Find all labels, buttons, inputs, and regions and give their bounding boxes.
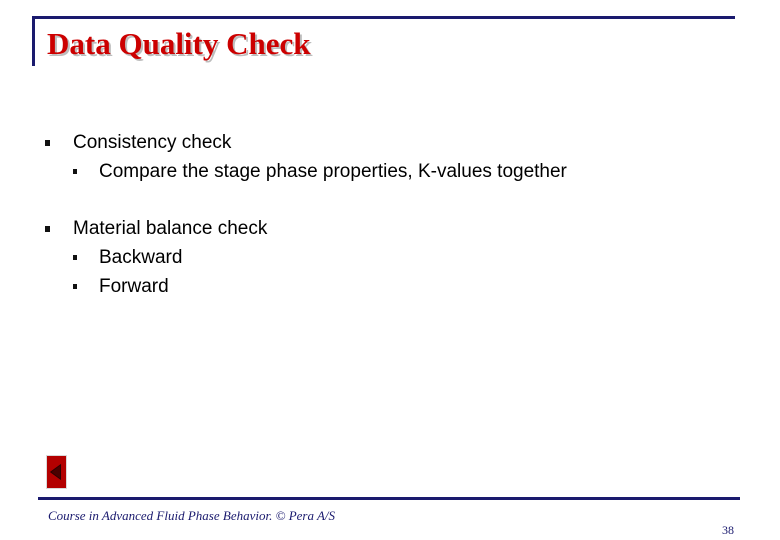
page-number: 38 bbox=[722, 523, 734, 537]
sub-bullet-text: Forward bbox=[99, 276, 169, 297]
square-bullet-icon bbox=[73, 169, 77, 174]
title-top-rule bbox=[32, 16, 735, 19]
square-bullet-icon bbox=[45, 140, 50, 146]
footer-rule bbox=[38, 497, 740, 500]
square-bullet-icon bbox=[73, 284, 77, 289]
square-bullet-icon bbox=[45, 226, 50, 232]
slide-title: Data Quality Check bbox=[47, 26, 311, 61]
sub-bullet-text: Backward bbox=[99, 247, 183, 268]
triangle-left-icon bbox=[47, 456, 66, 488]
square-bullet-icon bbox=[73, 255, 77, 260]
bullet-text: Material balance check bbox=[73, 218, 268, 239]
sub-bullet-text: Compare the stage phase properties, K-values together bbox=[99, 161, 567, 182]
footer-text: Course in Advanced Fluid Phase Behavior. © Pera A/S bbox=[48, 508, 336, 523]
bullet-text: Consistency check bbox=[73, 132, 232, 153]
back-button[interactable] bbox=[46, 455, 67, 489]
title-left-rule bbox=[32, 16, 35, 66]
